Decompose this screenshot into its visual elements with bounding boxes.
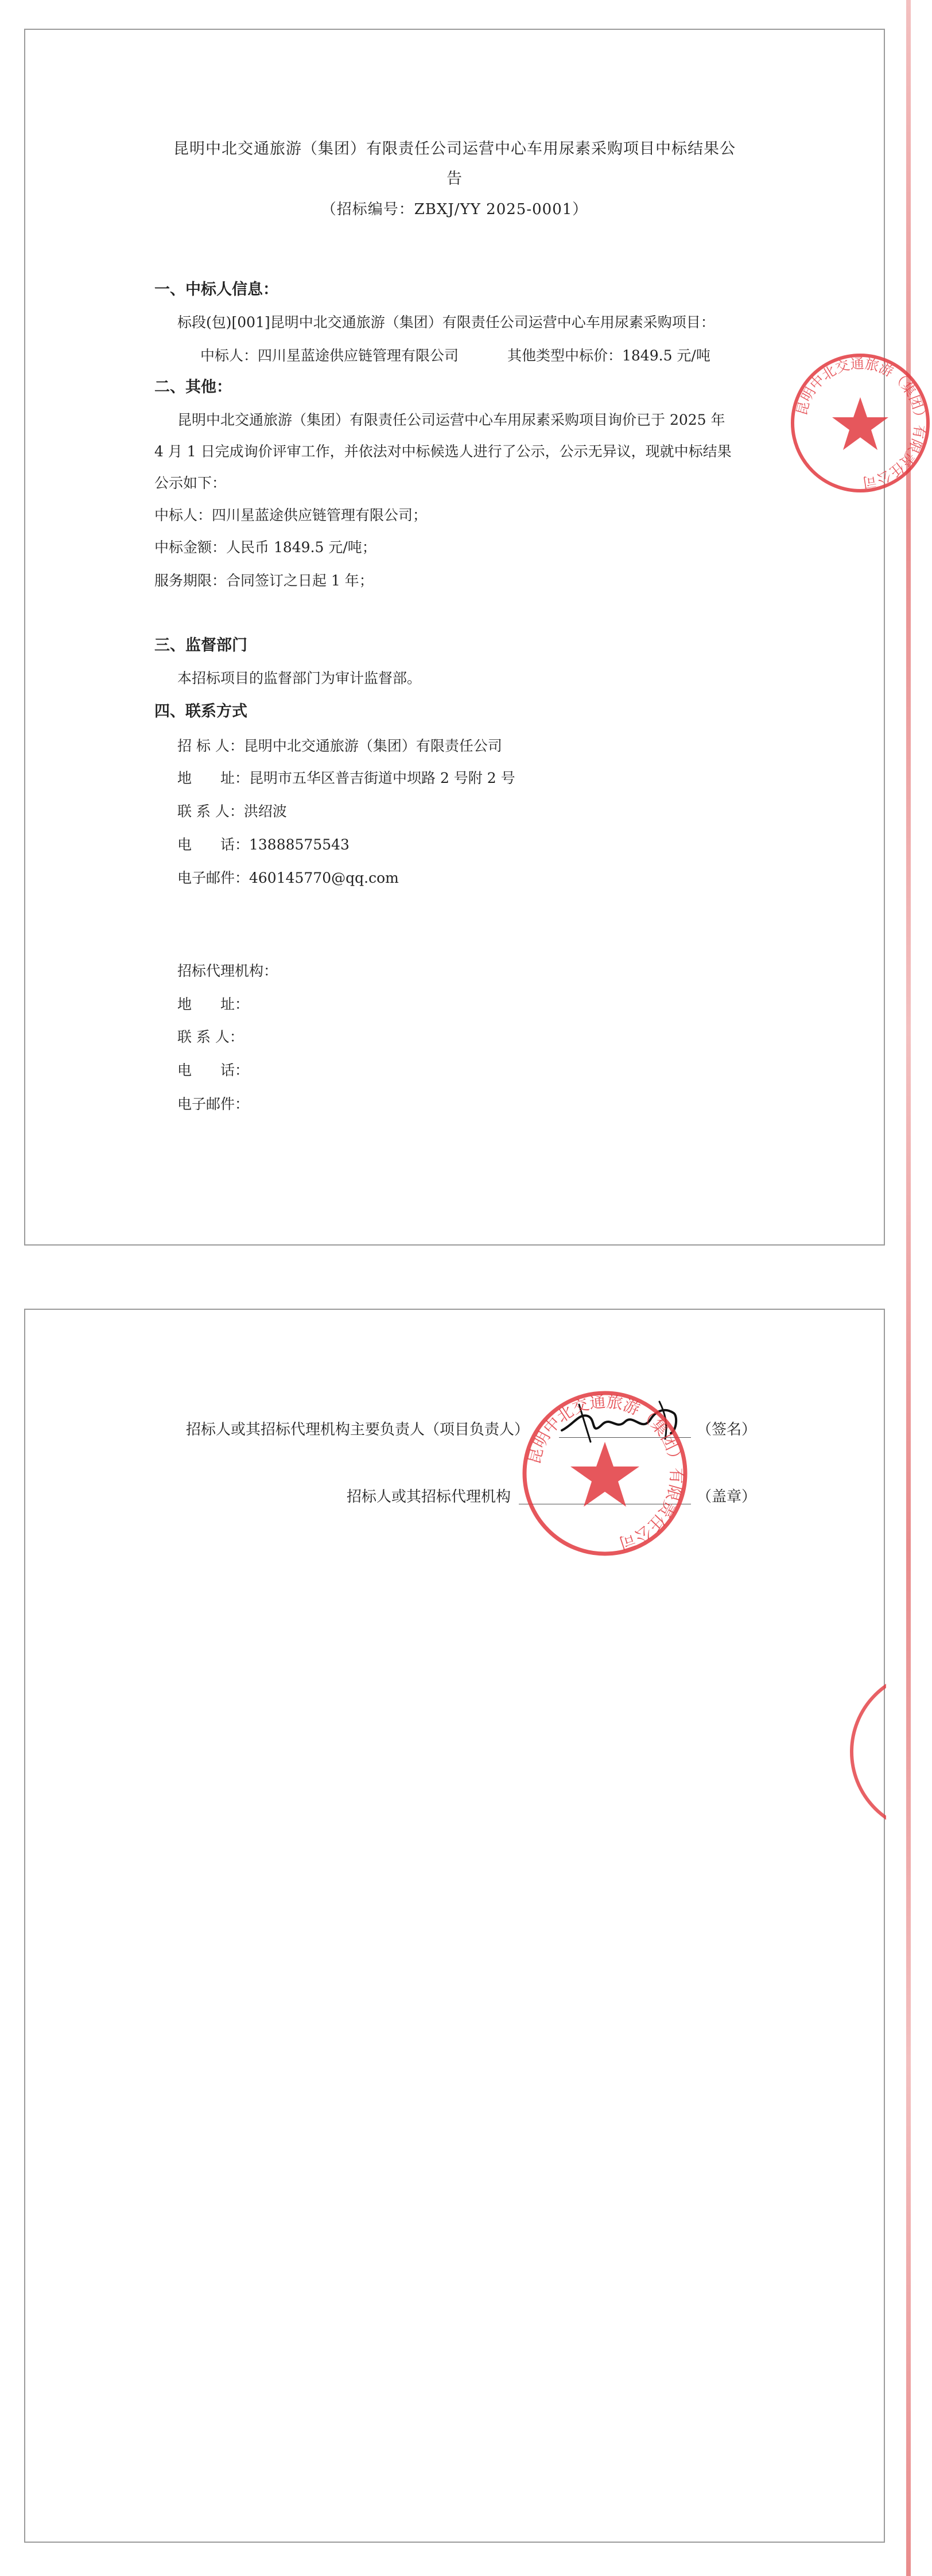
section2-para-line1: 昆明中北交通旅游（集团）有限责任公司运营中心车用尿素采购项目询价已于 2025 年 <box>177 412 725 428</box>
amount-statement: 中标金额：人民币 1849.5 元/吨； <box>154 539 376 556</box>
winner-statement: 中标人：四川星蓝途供应链管理有限公司； <box>154 507 428 523</box>
seal-line-label: 招标人或其招标代理机构 <box>347 1488 511 1506</box>
section4-heading: 四、联系方式 <box>154 703 247 720</box>
section1-heading: 一、中标人信息： <box>154 281 278 298</box>
service-period-statement: 服务期限：合同签订之日起 1 年； <box>154 572 374 589</box>
section2-para-line2: 4 月 1 日完成询价评审工作，并依法对中标候选人进行了公示，公示无异议，现就中标结果 <box>154 443 732 460</box>
agency-label: 招标代理机构： <box>177 963 278 979</box>
agency-email-line: 电子邮件： <box>177 1096 250 1112</box>
lot-line: 标段(包)[001]昆明中北交通旅游（集团）有限责任公司运营中心车用尿素采购项目： <box>177 314 715 331</box>
email-line: 电子邮件：460145770@qq.com <box>177 870 399 886</box>
agency-address-line: 地 址： <box>177 996 250 1012</box>
partial-seal-stamp <box>840 1660 886 1844</box>
phone-line: 电 话：13888575543 <box>177 836 350 853</box>
contact-line: 联 系 人：洪绍波 <box>177 803 287 820</box>
section3-heading: 三、监督部门 <box>154 637 247 654</box>
agency-contact-line: 联 系 人： <box>177 1029 244 1045</box>
seal-text: 昆明中北交通旅游（集团）有限责任公司 <box>793 355 928 491</box>
price-line: 其他类型中标价：1849.5 元/吨 <box>507 347 710 364</box>
seal-suffix: （盖章） <box>697 1488 757 1506</box>
section2-heading: 二、其他： <box>154 378 232 396</box>
address-line: 地 址：昆明市五华区普吉街道中坝路 2 号附 2 号 <box>177 770 515 786</box>
bid-number: （招标编号：ZBXJ/YY 2025-0001） <box>321 201 588 218</box>
notice-title-line2: 告 <box>446 170 463 188</box>
notice-title-line1: 昆明中北交通旅游（集团）有限责任公司运营中心车用尿素采购项目中标结果公 <box>173 140 736 158</box>
section2-para-line3: 公示如下： <box>154 475 227 491</box>
supervision-text: 本招标项目的监督部门为审计监督部。 <box>177 670 422 686</box>
agency-phone-line: 电 话： <box>177 1062 250 1078</box>
winner-line: 中标人：四川星蓝途供应链管理有限公司 <box>200 347 459 364</box>
company-seal-stamp <box>789 351 932 495</box>
company-seal-stamp-page2 <box>519 1387 691 1559</box>
document-page-1 <box>24 29 928 1246</box>
signature-suffix: （签名） <box>697 1421 757 1438</box>
tenderer-line: 招 标 人：昆明中北交通旅游（集团）有限责任公司 <box>177 738 502 754</box>
seal-text-page2: 昆明中北交通旅游（集团）有限责任公司 <box>524 1392 686 1553</box>
signature-line-label: 招标人或其招标代理机构主要负责人（项目负责人） <box>186 1421 530 1438</box>
document-page-2 <box>24 1309 885 2543</box>
